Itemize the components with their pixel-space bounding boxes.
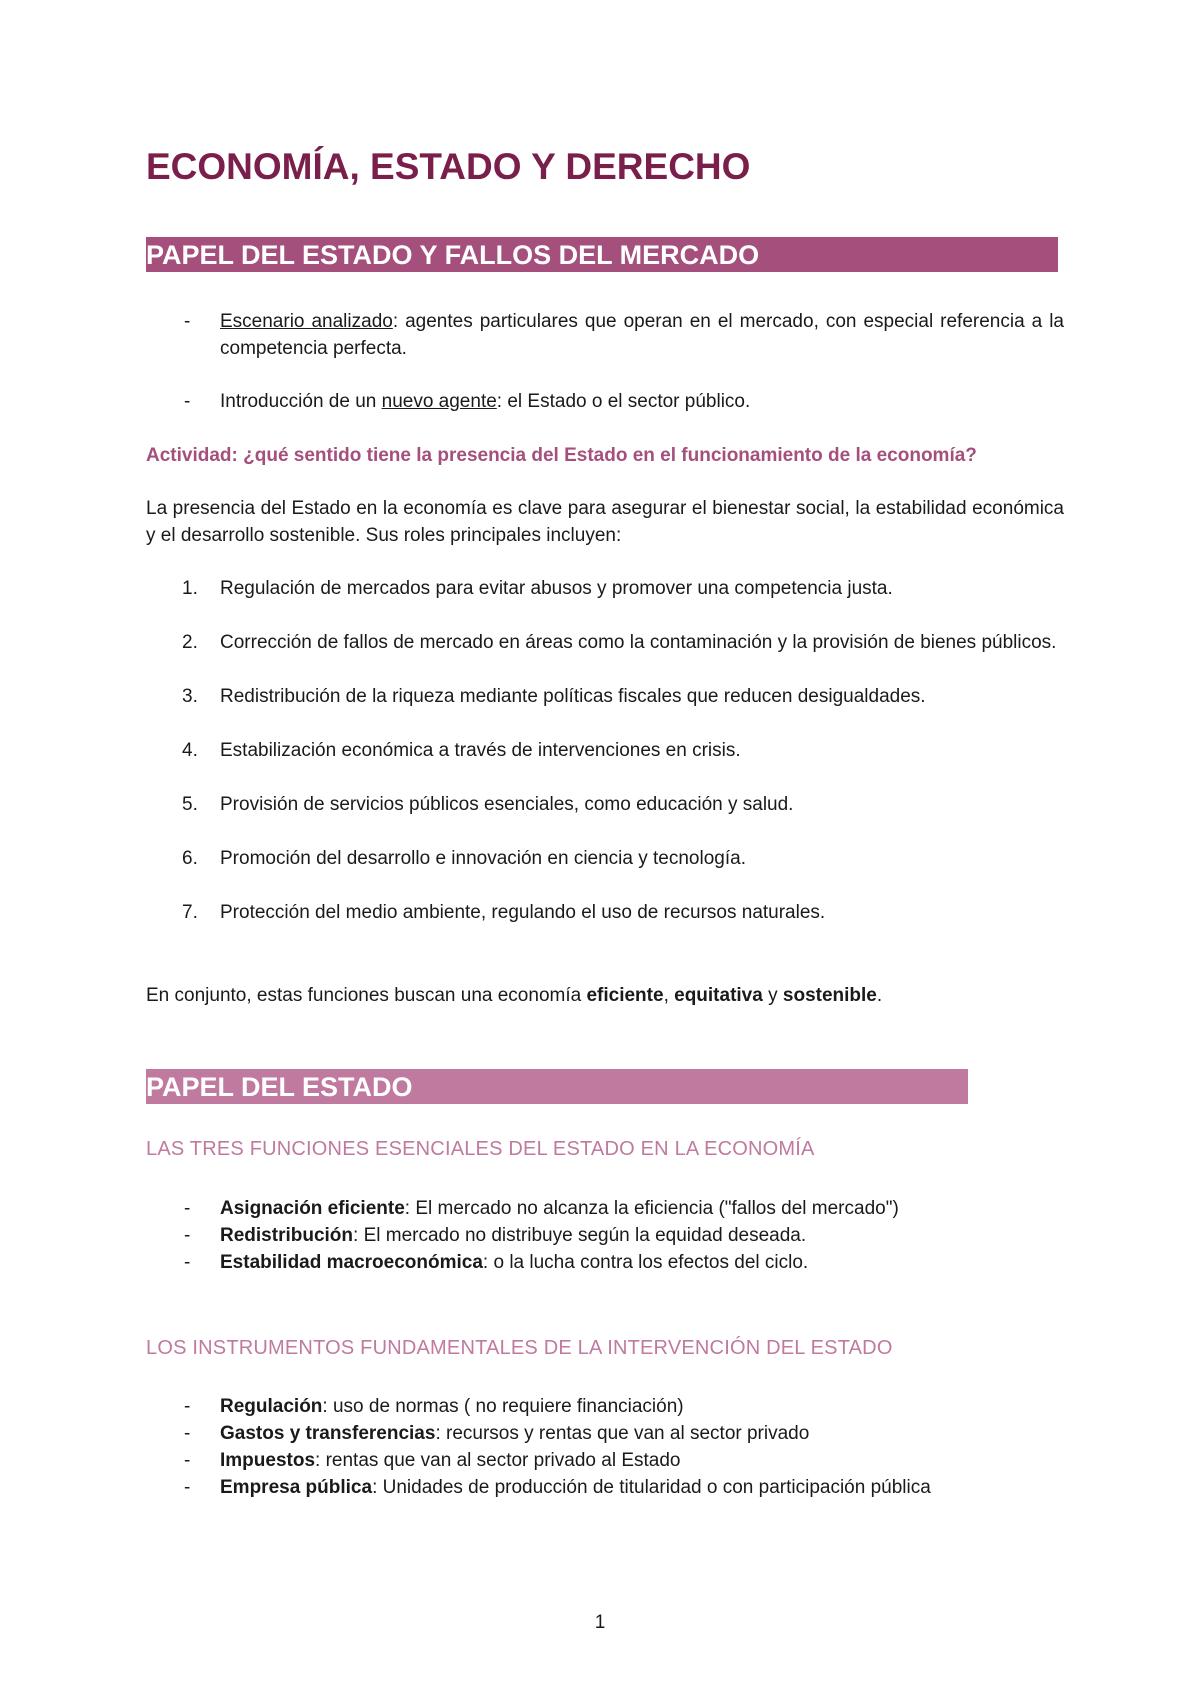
list-item-text: Redistribución de la riqueza mediante políticas fiscales que reducen desigualdades.	[220, 686, 926, 707]
emphasis-sostenible: sostenible	[782, 985, 877, 1006]
list-item	[146, 1195, 1064, 1222]
bullet-dash: -	[184, 1396, 191, 1417]
bullet-term: Impuestos	[220, 1450, 316, 1471]
separator: ,	[663, 985, 675, 1006]
activity-question: Actividad: ¿qué sentido tiene la presencia del Estado en el funcionamiento de la economía?	[146, 445, 977, 466]
period: .	[876, 985, 883, 1006]
bullet-term: Gastos y transferencias	[220, 1423, 436, 1444]
conclusion-text: En conjunto, estas funciones buscan una economía	[146, 985, 587, 1006]
bullet-dash: -	[184, 1225, 191, 1246]
list-item-text: Promoción del desarrollo e innovación en ciencia y tecnología.	[220, 848, 746, 869]
bullet-text: : o la lucha contra los efectos del ciclo.	[482, 1252, 809, 1273]
bullet-text-pre: Introducción de un	[220, 391, 382, 412]
bullet-text: : El mercado no distribuye según la equidad deseada.	[353, 1225, 807, 1246]
list-item-text: Provisión de servicios públicos esenciales, como educación y salud.	[220, 794, 794, 815]
list-item	[146, 1447, 1064, 1474]
list-item	[146, 1420, 1064, 1447]
bullet-dash: -	[184, 1450, 191, 1471]
bullet-text: : Unidades de producción de titularidad o con participación pública	[372, 1477, 931, 1498]
bullet-term: Empresa pública	[220, 1477, 373, 1498]
list-number: 1.	[182, 578, 198, 599]
bullet-dash: -	[184, 391, 191, 412]
list-item	[146, 388, 1064, 415]
subheading-tres-funciones: LAS TRES FUNCIONES ESENCIALES DEL ESTADO EN LA ECONOMÍA	[146, 1138, 815, 1160]
bullet-term: Escenario analizado	[220, 311, 393, 332]
bullet-term: Regulación	[220, 1396, 323, 1417]
intro-bullet-list-2	[146, 388, 1064, 415]
bullet-dash: -	[184, 1252, 191, 1273]
bullet-text: : agentes particulares que operan en el mercado, con especial referencia a la competencia perfecta.	[220, 311, 1064, 359]
intro-bullet-list	[146, 308, 1064, 362]
list-item	[146, 791, 1064, 818]
list-item	[146, 899, 1064, 926]
bullet-term: Asignación eficiente	[220, 1198, 405, 1219]
list-number: 6.	[182, 848, 198, 869]
list-item-text: Corrección de fallos de mercado en áreas como la contaminación y la provisión de bienes públicos.	[220, 632, 1057, 653]
bullet-term: nuevo agente	[381, 391, 497, 412]
list-item	[146, 1393, 1064, 1420]
list-item	[146, 1474, 1064, 1501]
list-item	[146, 1249, 1064, 1276]
page-number: 1	[594, 1612, 606, 1633]
list-item-text: Estabilización económica a través de intervenciones en crisis.	[220, 740, 741, 761]
list-item	[146, 575, 1064, 602]
list-number: 3.	[182, 686, 198, 707]
bullet-dash: -	[184, 1477, 191, 1498]
list-item	[146, 629, 1064, 656]
bullet-term: Estabilidad macroeconómica	[220, 1252, 483, 1273]
list-number: 2.	[182, 632, 198, 653]
list-item-text: Protección del medio ambiente, regulando el uso de recursos naturales.	[220, 902, 826, 923]
emphasis-eficiente: eficiente	[586, 985, 664, 1006]
bullet-text: : recursos y rentas que van al sector privado	[435, 1423, 810, 1444]
list-item	[146, 845, 1064, 872]
list-item	[146, 737, 1064, 764]
subheading-instrumentos: LOS INSTRUMENTOS FUNDAMENTALES DE LA INTERVENCIÓN DEL ESTADO	[146, 1337, 893, 1359]
list-item	[146, 1222, 1064, 1249]
document-title: ECONOMÍA, ESTADO Y DERECHO	[146, 146, 751, 187]
bullet-text: : el Estado o el sector público.	[496, 391, 751, 412]
bullet-text: : rentas que van al sector privado al Estado	[315, 1450, 681, 1471]
instruments-bullet-list	[146, 1393, 1064, 1501]
list-item	[146, 683, 1064, 710]
conclusion-paragraph	[146, 982, 1064, 1009]
bullet-dash: -	[184, 311, 191, 332]
list-number: 5.	[182, 794, 198, 815]
list-number: 4.	[182, 740, 198, 761]
intro-paragraph: La presencia del Estado en la economía es clave para asegurar el bienestar social, la estabilidad económica y el desarrollo sostenible. Sus roles principales incluyen:	[146, 498, 1064, 546]
section-heading-papel-estado: PAPEL DEL ESTADO	[146, 1069, 968, 1104]
functions-bullet-list	[146, 1195, 1064, 1276]
bullet-dash: -	[184, 1198, 191, 1219]
list-item-text: Regulación de mercados para evitar abusos y promover una competencia justa.	[220, 578, 893, 599]
bullet-term: Redistribución	[220, 1225, 354, 1246]
bullet-text: : uso de normas ( no requiere financiación)	[322, 1396, 684, 1417]
bullet-text: : El mercado no alcanza la eficiencia ("fallos del mercado")	[404, 1198, 899, 1219]
emphasis-equitativa: equitativa	[674, 985, 763, 1006]
roles-numbered-list	[146, 575, 1064, 926]
bullet-dash: -	[184, 1423, 191, 1444]
separator: y	[762, 985, 783, 1006]
list-number: 7.	[182, 902, 198, 923]
list-item	[146, 308, 1064, 362]
section-heading-papel-estado-fallos: PAPEL DEL ESTADO Y FALLOS DEL MERCADO	[146, 237, 1058, 272]
